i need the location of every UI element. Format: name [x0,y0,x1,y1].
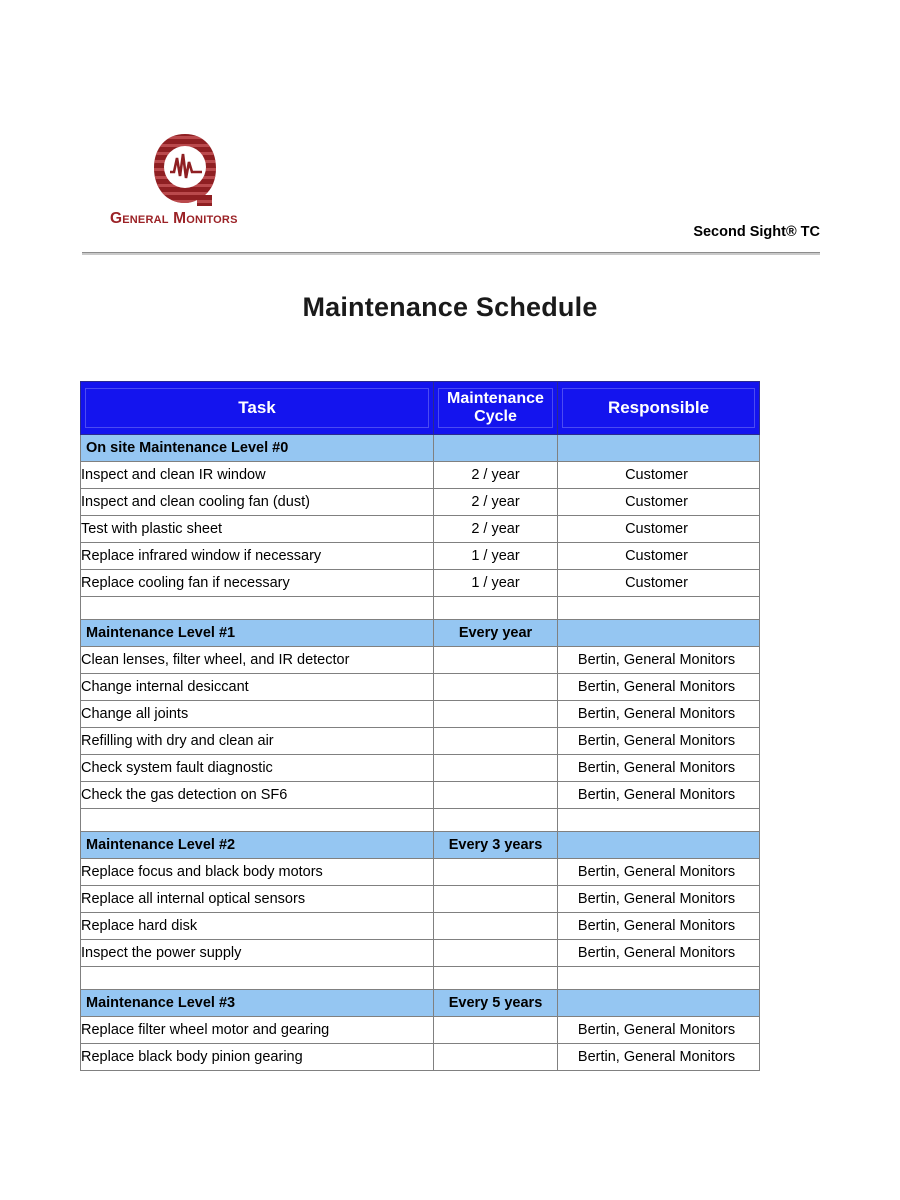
table-spacer-row [81,809,760,832]
cell-responsible: Customer [558,516,760,543]
cell-responsible: Bertin, General Monitors [558,674,760,701]
cell-responsible [558,967,760,990]
cell-responsible: Bertin, General Monitors [558,755,760,782]
column-header-cycle-line1: Maintenance [447,390,544,408]
cell-maintenance-cycle: Every 3 years [434,832,558,859]
cell-maintenance-cycle [434,940,558,967]
cell-responsible [558,990,760,1017]
cell-task [81,597,434,620]
cell-responsible: Customer [558,462,760,489]
cell-task [81,967,434,990]
cell-responsible: Customer [558,489,760,516]
table-row [81,1044,760,1071]
cell-maintenance-cycle [434,1017,558,1044]
product-name: Second Sight® TC [693,224,820,240]
column-header-responsible [558,382,760,435]
cell-responsible: Bertin, General Monitors [558,886,760,913]
table-spacer-row [81,597,760,620]
table-row [81,782,760,809]
cell-maintenance-cycle: 2 / year [434,462,558,489]
cell-responsible: Bertin, General Monitors [558,1017,760,1044]
table-row [81,674,760,701]
cell-maintenance-cycle [434,782,558,809]
table-row [81,701,760,728]
table-spacer-row [81,967,760,990]
general-monitors-waveform-logo-icon [142,132,228,210]
cell-responsible: Bertin, General Monitors [558,728,760,755]
cell-responsible: Bertin, General Monitors [558,782,760,809]
column-header-maintenance-cycle [434,382,558,435]
cell-maintenance-cycle: 2 / year [434,489,558,516]
cell-task: Replace cooling fan if necessary [81,570,434,597]
table-row [81,886,760,913]
cell-maintenance-cycle [434,809,558,832]
cell-responsible: Bertin, General Monitors [558,913,760,940]
table-header-row [81,382,760,435]
cell-maintenance-cycle: 1 / year [434,570,558,597]
cell-task: Inspect the power supply [81,940,434,967]
cell-responsible: Bertin, General Monitors [558,701,760,728]
cell-maintenance-cycle [434,647,558,674]
cell-responsible: Customer [558,570,760,597]
brand-wordmark: General Monitors [110,210,238,227]
cell-task: Test with plastic sheet [81,516,434,543]
cell-maintenance-cycle [434,435,558,462]
cell-task: Change internal desiccant [81,674,434,701]
cell-responsible [558,832,760,859]
cell-task: On site Maintenance Level #0 [81,435,434,462]
table-section-row [81,435,760,462]
column-header-cycle-line2: Cycle [474,408,517,425]
cell-task [81,809,434,832]
page-title: Maintenance Schedule [302,292,598,322]
column-header-task [81,382,434,435]
header-divider [82,252,820,255]
table-section-row [81,990,760,1017]
cell-maintenance-cycle: 1 / year [434,543,558,570]
cell-responsible [558,435,760,462]
cell-maintenance-cycle: Every year [434,620,558,647]
column-header-responsible-label: Responsible [607,398,710,418]
cell-responsible: Customer [558,543,760,570]
table-row [81,647,760,674]
table-section-row [81,620,760,647]
table-row [81,462,760,489]
cell-responsible: Bertin, General Monitors [558,940,760,967]
cell-responsible [558,809,760,832]
cell-maintenance-cycle: Every 5 years [434,990,558,1017]
cell-task: Replace hard disk [81,913,434,940]
cell-maintenance-cycle [434,755,558,782]
cell-responsible [558,620,760,647]
cell-responsible: Bertin, General Monitors [558,647,760,674]
maintenance-schedule-table [80,381,760,1071]
cell-task: Replace focus and black body motors [81,859,434,886]
table-row [81,489,760,516]
table-body [81,435,760,1071]
cell-maintenance-cycle [434,674,558,701]
cell-task: Refilling with dry and clean air [81,728,434,755]
table-row [81,543,760,570]
table-row [81,755,760,782]
cell-maintenance-cycle: 2 / year [434,516,558,543]
table-row [81,859,760,886]
cell-maintenance-cycle [434,913,558,940]
table-row [81,1017,760,1044]
cell-task: Check the gas detection on SF6 [81,782,434,809]
cell-task: Maintenance Level #3 [81,990,434,1017]
cell-task: Change all joints [81,701,434,728]
cell-maintenance-cycle [434,728,558,755]
cell-responsible: Bertin, General Monitors [558,859,760,886]
document-header [82,130,820,252]
cell-maintenance-cycle [434,859,558,886]
cell-responsible [558,597,760,620]
table-row [81,516,760,543]
maintenance-schedule-table-wrapper [80,381,759,1071]
cell-maintenance-cycle [434,701,558,728]
cell-task: Replace infrared window if necessary [81,543,434,570]
table-row [81,940,760,967]
cell-task: Replace filter wheel motor and gearing [81,1017,434,1044]
cell-task: Replace all internal optical sensors [81,886,434,913]
table-row [81,728,760,755]
cell-maintenance-cycle [434,886,558,913]
cell-task: Clean lenses, filter wheel, and IR detector [81,647,434,674]
cell-maintenance-cycle [434,1044,558,1071]
cell-maintenance-cycle [434,967,558,990]
cell-task: Check system fault diagnostic [81,755,434,782]
brand-logo [110,130,300,242]
cell-responsible: Bertin, General Monitors [558,1044,760,1071]
column-header-task-label: Task [238,398,276,418]
cell-task: Maintenance Level #2 [81,832,434,859]
cell-task: Inspect and clean IR window [81,462,434,489]
cell-task: Replace black body pinion gearing [81,1044,434,1071]
table-row [81,570,760,597]
table-section-row [81,832,760,859]
table-row [81,913,760,940]
cell-task: Inspect and clean cooling fan (dust) [81,489,434,516]
cell-maintenance-cycle [434,597,558,620]
cell-task: Maintenance Level #1 [81,620,434,647]
